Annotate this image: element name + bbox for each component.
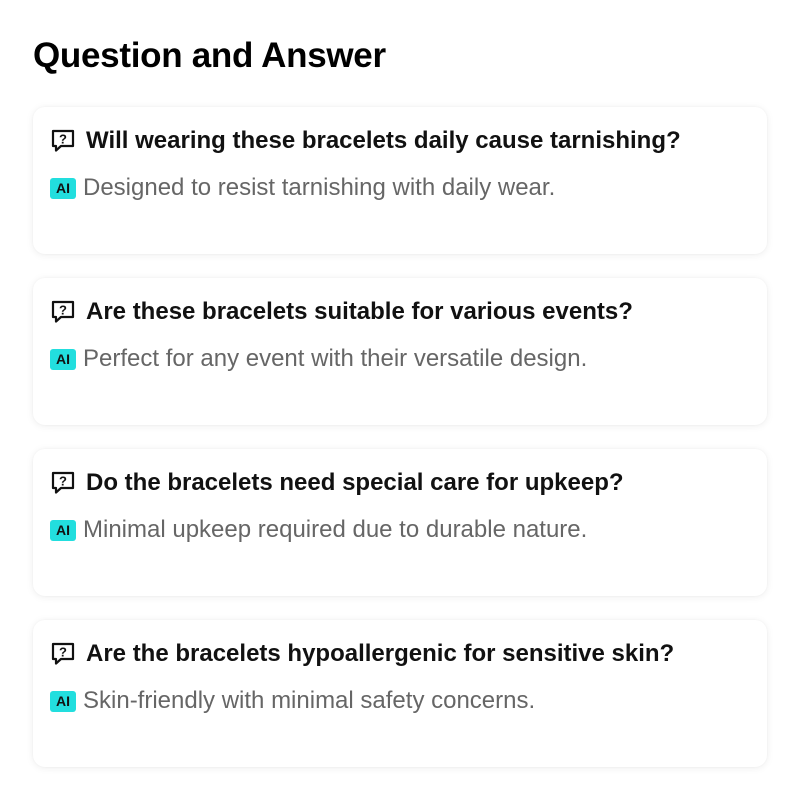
question-row [50,296,749,328]
qa-card [33,620,767,767]
answer-text: Minimal upkeep required due to durable nature. [83,516,588,543]
answer-row [50,173,749,203]
answer-text: Skin-friendly with minimal safety concerns. [83,687,536,714]
answer-text: Designed to resist tarnishing with daily wear. [83,174,556,201]
answer-row [50,515,749,545]
svg-text:?: ? [59,302,67,318]
question-bubble-icon [50,299,76,325]
qa-card [33,278,767,425]
ai-badge: AI [50,520,76,541]
answer-row [50,344,749,374]
svg-text:?: ? [59,131,67,147]
qa-card [33,107,767,254]
question-row [50,467,749,499]
question-text: Are the bracelets hypoallergenic for sensitive skin? [86,640,675,667]
qa-card [33,449,767,596]
ai-badge: AI [50,691,76,712]
question-text: Do the bracelets need special care for upkeep? [86,469,624,496]
answer-text: Perfect for any event with their versatile design. [83,345,588,372]
ai-badge: AI [50,349,76,370]
question-bubble-icon [50,128,76,154]
question-text: Will wearing these bracelets daily cause tarnishing? [86,127,681,154]
page-title: Question and Answer [33,36,386,75]
question-bubble-icon [50,470,76,496]
question-row [50,125,749,157]
qa-list [33,107,767,767]
question-text: Are these bracelets suitable for various events? [86,298,633,325]
ai-badge: AI [50,178,76,199]
answer-row [50,686,749,716]
svg-text:?: ? [59,644,67,660]
question-bubble-icon [50,641,76,667]
question-row [50,638,749,670]
svg-text:?: ? [59,473,67,489]
